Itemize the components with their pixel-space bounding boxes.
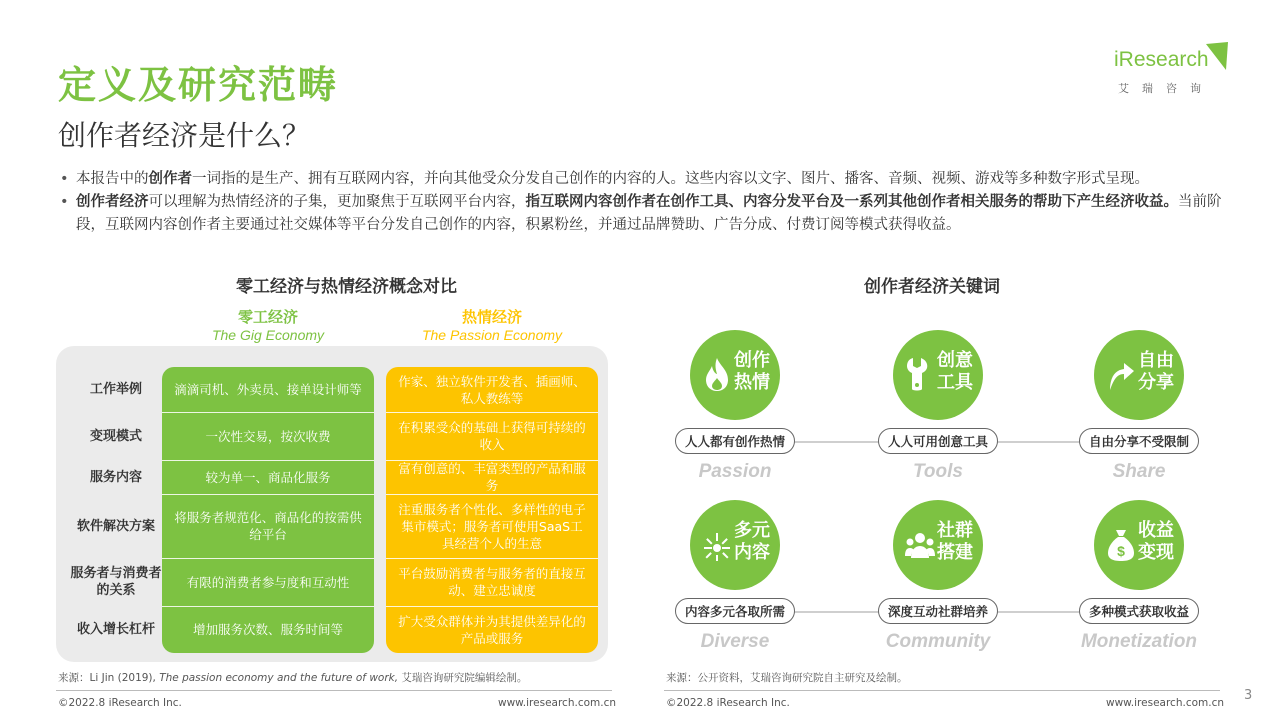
share-arrow-icon [1106,356,1136,392]
keyword-circle [690,330,780,420]
comparison-title: 零工经济与热情经济概念对比 [236,277,457,297]
footer-copyright: ©2022.8 iResearch Inc. [58,697,182,709]
passion-cell: 作家、独立软件开发者、插画师、私人教练等 [398,373,586,406]
footer-url: www.iresearch.com.cn [1106,697,1225,709]
footer-copyright: ©2022.8 iResearch Inc. [666,697,790,709]
keyword-circle-text: 创作热情 [734,350,770,393]
keyword-circle [1094,500,1184,590]
keyword-pill: 内容多元各取所需 [675,598,795,624]
passion-header: 热情经济 The Passion Economy [421,308,563,343]
gig-cell: 有限的消费者参与度和互动性 [186,574,350,590]
gig-cell: 增加服务次数、服务时间等 [192,622,343,637]
row-divider [386,494,598,495]
row-divider [386,558,598,559]
row-divider [386,460,598,461]
passion-cell: 在积累受众的基础上获得可持续的收入 [398,420,586,452]
wrench-icon [905,356,935,392]
people-icon [905,526,935,562]
keyword-english: Diverse [700,631,770,652]
row-label: 工作举例 [89,382,142,397]
row-label: 收入增长杠杆 [76,622,155,637]
keyword-circle [893,330,983,420]
keyword-pill: 多种模式获取收益 [1079,598,1199,624]
row-label: 变现模式 [89,428,142,444]
logo-chinese: 艾瑞咨询 [1118,82,1214,95]
logo-wordmark: iResearch [1114,48,1209,71]
comparison-source: 来源：Li Jin (2019), The passion economy and the future of work, 艾瑞咨询研究院编辑绘制。 [58,672,528,684]
svg-text:$: $ [1117,543,1125,559]
passion-cell: 平台鼓励消费者与服务者的直接互动、建立忠诚度 [398,566,586,598]
keyword-english: Passion [698,461,772,482]
keyword-circle [893,500,983,590]
row-label: 服务者与消费者的关系 [70,566,162,598]
money-bag-icon [1106,526,1136,562]
keyword-pill: 人人可用创意工具 [878,428,998,454]
passion-cell: 注重服务者个性化、多样性的电子集市模式；服务者可使用SaaS工具经营个人的生意 [398,501,586,551]
row-divider [162,606,374,607]
keyword-circle-text: 自由分享 [1138,350,1174,393]
passion-cell: 富有创意的、丰富类型的产品和服务 [398,461,586,493]
keyword-circle [690,500,780,590]
keyword-english: Share [1112,461,1166,482]
row-label: 服务内容 [89,469,142,485]
iresearch-logo [1112,42,1232,102]
keyword-circle-text: 创意工具 [937,350,973,393]
page-title: 定义及研究范畴 [58,63,339,107]
gig-cell: 滴滴司机、外卖员、接单设计师等 [174,382,362,397]
row-divider [386,606,598,607]
page-number: 3 [1244,688,1253,703]
keywords-title: 创作者经济关键词 [864,277,1000,297]
gig-cell: 将服务者规范化、商品化的按需供给平台 [174,510,362,542]
page-subtitle: 创作者经济是什么？ [58,119,311,152]
bullet-item: • 创作者经济可以理解为热情经济的子集，更加聚焦于互联网平台内容，指互联网内容创作者在创作工具、内容分发平台及一系列其他创作者相关服务的帮助下产生经济收益。当前阶段，互联网内容创作者主要通过社交媒体等平台分发自己创作的内容，积累粉丝，并通过品牌赞助、广告分成、付费订阅等模式获得收益。 [58,191,1228,237]
keywords-source: 来源：公开资料，艾瑞咨询研究院自主研究及绘制。 [666,672,908,684]
keyword-circle-text: 多元内容 [734,520,770,563]
gig-cell: 较为单一、商品化服务 [205,469,331,485]
intro-bullets [58,168,1228,237]
gig-header: 零工经济 The Gig Economy [211,308,325,343]
footer-divider [56,690,612,691]
keyword-english: Community [885,631,991,652]
flame-icon [702,356,732,392]
row-label: 软件解决方案 [76,518,155,534]
row-divider [162,558,374,559]
gig-cell: 一次性交易，按次收费 [205,428,331,444]
row-divider [386,412,598,413]
footer-url: www.iresearch.com.cn [498,697,617,709]
burst-icon [702,526,732,562]
row-divider [162,460,374,461]
row-divider [162,494,374,495]
keyword-pill: 人人都有创作热情 [675,428,795,454]
keyword-english: Tools [913,461,963,482]
row-divider [162,412,374,413]
keyword-circle-text: 社群搭建 [937,520,973,563]
keyword-english: Monetization [1080,631,1198,652]
bullet-item: • 本报告中的创作者一词指的是生产、拥有互联网内容，并向其他受众分发自己创作的内容的人。这些内容以文字、图片、播客、音频、视频、游戏等多种数字形式呈现。 [58,168,1228,191]
keyword-pill: 自由分享不受限制 [1079,428,1199,454]
keyword-circle-text: 收益变现 [1138,520,1174,563]
keyword-circle [1094,330,1184,420]
keyword-pill: 深度互动社群培养 [878,598,998,624]
footer-divider [664,690,1220,691]
passion-cell: 扩大受众群体并为其提供差异化的产品或服务 [398,613,586,646]
